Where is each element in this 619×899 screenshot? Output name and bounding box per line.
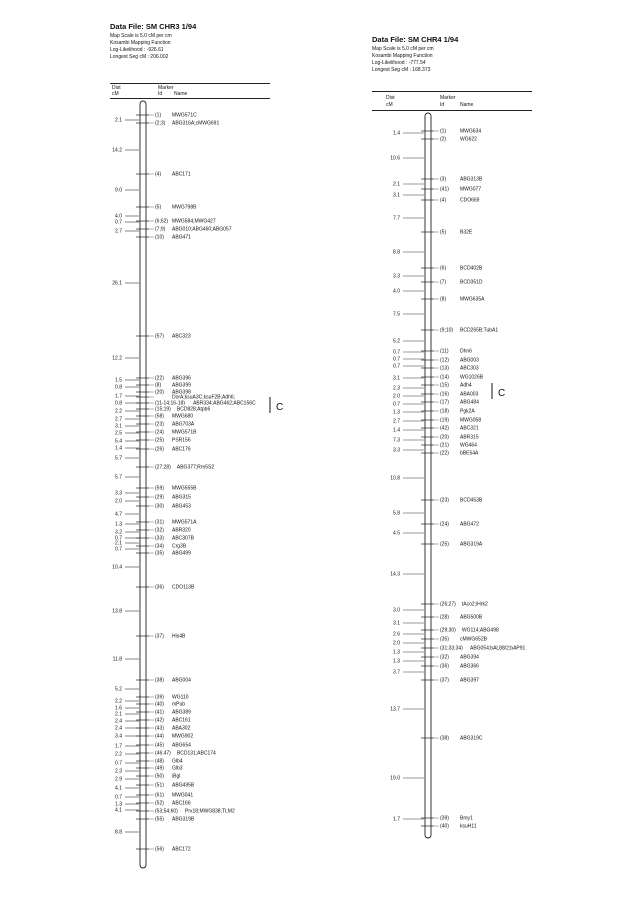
map1-marker-name: ABG010;ABG460;ABG057 bbox=[172, 226, 232, 233]
map1-marker-id: (22) bbox=[155, 375, 164, 382]
map1-distance-label: 1.7 bbox=[115, 393, 122, 400]
map1-marker-name: DorA;ksuA3C;ksuF2B;Adh6; bbox=[172, 394, 236, 401]
map2-marker-id: (15) bbox=[440, 382, 449, 389]
map1-distance-label: 2.4 bbox=[115, 718, 122, 725]
map1-distance-label: 3.3 bbox=[115, 490, 122, 497]
map2-marker-id: (23) bbox=[440, 497, 449, 504]
map2-chromosome-bar bbox=[425, 113, 431, 838]
map2-marker-name: MWG635A bbox=[460, 296, 485, 303]
map2-function: Kosambi Mapping Function bbox=[372, 53, 433, 59]
map2-distance-label: 4.0 bbox=[393, 288, 400, 295]
map1-marker-id: (33) bbox=[155, 535, 164, 542]
map2-id-header: Id bbox=[440, 102, 445, 108]
map2-marker-id: (41) bbox=[440, 186, 449, 193]
map1-marker-id: (4) bbox=[155, 171, 162, 178]
map1-marker-name: MWG902 bbox=[172, 733, 194, 740]
map2-distance-label: 2.0 bbox=[393, 393, 400, 400]
map1-marker-id: (31) bbox=[155, 519, 164, 526]
map1-marker-id: (26) bbox=[155, 446, 164, 453]
map1-marker-name: ABG315 bbox=[172, 494, 191, 501]
map2-distance-label: 13.7 bbox=[390, 706, 400, 713]
map2-distance-label: 5.2 bbox=[393, 338, 400, 345]
map2-distance-label: 7.5 bbox=[393, 311, 400, 318]
map1-distance-label: 14.2 bbox=[112, 147, 122, 154]
map1-marker-name: CDO113B bbox=[172, 584, 195, 591]
map2-marker-name: Dhn6 bbox=[460, 348, 472, 355]
map2-marker-id: (31;33;34) bbox=[440, 645, 463, 652]
map1-marker-id: (46;47) bbox=[155, 750, 171, 757]
map2-marker-id: (22) bbox=[440, 450, 449, 457]
map1-marker-id: (29) bbox=[155, 494, 164, 501]
map1-marker-name: BCD131;ABC174 bbox=[176, 750, 216, 757]
map1-marker-id: (49) bbox=[155, 765, 164, 772]
map1-distance-label: 3.4 bbox=[115, 733, 122, 740]
map2-marker-id: (14) bbox=[440, 374, 449, 381]
map1-marker-id: (45) bbox=[155, 742, 164, 749]
map1-distance-label: 1.3 bbox=[115, 801, 122, 808]
map2-marker-name: ABG397 bbox=[460, 677, 479, 684]
map1-marker-id: (11-14;16-18) bbox=[155, 400, 185, 407]
map2-marker-id: (8) bbox=[440, 296, 447, 303]
map1-marker-id: (43) bbox=[155, 725, 164, 732]
map1-longest-seg: Longest Seg cM : 206.002 bbox=[110, 54, 169, 60]
map2-distance-label: 0.7 bbox=[393, 349, 400, 356]
map1-distance-label: 0.7 bbox=[115, 794, 122, 801]
map1-marker-name: ABG389 bbox=[172, 709, 191, 716]
map2-distance-label: 1.4 bbox=[393, 427, 400, 434]
map1-marker-id: (36) bbox=[155, 584, 164, 591]
map2-marker-id: (12) bbox=[440, 357, 449, 364]
map1-distance-label: 2.3 bbox=[115, 768, 122, 775]
map2-scale: Map Scale is 5.0 cM per cm bbox=[372, 46, 434, 52]
map2-marker-id: (26;27) bbox=[440, 601, 456, 608]
map1-marker-id: (30) bbox=[155, 503, 164, 510]
map2-marker-id: (25) bbox=[440, 541, 449, 548]
map2-distance-label: 7.7 bbox=[393, 215, 400, 222]
map2-marker-id: (4) bbox=[440, 197, 447, 204]
map2-marker-name: Bmy1 bbox=[460, 815, 473, 822]
map2-distance-label: 3.3 bbox=[393, 447, 400, 454]
map1-marker-name: ABC307B bbox=[172, 535, 194, 542]
map2-marker-id: (37) bbox=[440, 677, 449, 684]
map1-marker-name: MWG798B bbox=[172, 204, 197, 211]
map1-distance-label: 0.7 bbox=[115, 535, 122, 542]
map2-marker-id: (40) bbox=[440, 823, 449, 830]
map1-marker-name: ABG453 bbox=[172, 503, 191, 510]
map1-marker-name: ABG398 bbox=[172, 389, 191, 396]
map1-marker-name: MWG680 bbox=[172, 413, 194, 420]
map1-marker-id: (59) bbox=[155, 485, 164, 492]
map1-distance-label: 5.2 bbox=[115, 686, 122, 693]
map2-marker-name: ABG054;bAL88/2;bAP91 bbox=[470, 645, 526, 652]
map2-distance-label: 1.3 bbox=[393, 658, 400, 665]
map2-marker-name: MWG634 bbox=[460, 128, 482, 135]
map2-marker-name: MWG077 bbox=[460, 186, 482, 193]
map2-marker-id: (2) bbox=[440, 136, 447, 143]
map1-marker-name: ABR334;ABG462;ABC156C bbox=[193, 400, 256, 407]
map1-marker-name: ABG377;Rrn5S2 bbox=[176, 464, 215, 471]
map1-marker-name: ABG396 bbox=[172, 375, 191, 382]
map2-distance-label: 1.7 bbox=[393, 816, 400, 823]
map2-marker-name: bBE54A bbox=[460, 450, 479, 457]
map2-marker-id: (39) bbox=[440, 815, 449, 822]
map1-distance-label: 13.8 bbox=[112, 608, 122, 615]
map2-marker-name: ABG366 bbox=[460, 663, 479, 670]
map1-marker-id: (25) bbox=[155, 437, 164, 444]
map2-distance-label: 2.6 bbox=[393, 631, 400, 638]
map2-marker-id: (5) bbox=[440, 229, 447, 236]
map2-marker-name: ABC321 bbox=[460, 425, 479, 432]
map2-marker-name: ABG319C bbox=[460, 735, 483, 742]
map1-marker-id: (52) bbox=[155, 800, 164, 807]
map1-marker-id: (58) bbox=[155, 413, 164, 420]
map2-distance-label: 3.3 bbox=[393, 273, 400, 280]
map2-marker-name: ABG472 bbox=[460, 521, 479, 528]
map1-distance-label: 2.7 bbox=[115, 228, 122, 235]
map1-distance-label: 2.2 bbox=[115, 698, 122, 705]
map2-dist-header: Dist bbox=[386, 95, 395, 101]
map1-marker-id: (1) bbox=[155, 112, 162, 119]
map2-marker-id: (11) bbox=[440, 348, 449, 355]
map2-marker-name: ABR315 bbox=[460, 434, 479, 441]
map1-marker-id: (41) bbox=[155, 709, 164, 716]
map2-marker-name: BCD265B;TubA1 bbox=[460, 327, 499, 334]
map1-distance-label: 4.7 bbox=[115, 511, 122, 518]
map1-marker-id: (57) bbox=[155, 333, 164, 340]
map1-dist-header: Dist bbox=[112, 85, 121, 91]
map2-distance-label: 4.5 bbox=[393, 530, 400, 537]
map1-marker-name: ABG499 bbox=[172, 550, 191, 557]
map1-marker-name: ABA302 bbox=[172, 725, 191, 732]
map1-marker-name: MWG555B bbox=[172, 485, 197, 492]
map1-marker-name: mPub bbox=[172, 701, 186, 708]
map1-marker-id: (23) bbox=[155, 421, 164, 428]
map2-marker-id: (20) bbox=[440, 434, 449, 441]
map1-distance-label: 2.1 bbox=[115, 540, 122, 547]
map2-marker-id: (32) bbox=[440, 654, 449, 661]
map2-marker-id: (35) bbox=[440, 636, 449, 643]
map2-marker-name: BCD453B bbox=[460, 497, 483, 504]
map2-marker-name: ABG394 bbox=[460, 654, 479, 661]
map1-marker-header: Marker bbox=[158, 85, 174, 91]
map2-marker-name: WG1026B bbox=[460, 374, 484, 381]
map2-marker-name: ksuH11 bbox=[460, 823, 477, 830]
map2-marker-name: ABA003 bbox=[460, 391, 479, 398]
map1-distance-label: 8.8 bbox=[115, 829, 122, 836]
map2-distance-label: 3.1 bbox=[393, 192, 400, 199]
map1-marker-name: ABG316A;cMWG691 bbox=[172, 120, 220, 127]
map1-marker-id: (20) bbox=[155, 389, 164, 396]
map1-distance-label: 2.5 bbox=[115, 430, 122, 437]
map2-distance-label: 2.7 bbox=[393, 418, 400, 425]
map1-marker-id: (50) bbox=[155, 773, 164, 780]
map1-distance-label: 1.6 bbox=[115, 705, 122, 712]
map1-distance-label: 5.4 bbox=[115, 438, 122, 445]
map1-marker-name: ABC172 bbox=[172, 846, 191, 853]
map1-marker-id: (53;54;60) bbox=[155, 808, 178, 815]
map2-marker-id: (1) bbox=[440, 128, 447, 135]
map2-distance-label: 2.0 bbox=[393, 640, 400, 647]
map1-marker-name: ABC161 bbox=[172, 717, 191, 724]
map2-marker-name: ABG500B bbox=[460, 614, 483, 621]
map1-marker-name: MWG584;MWG427 bbox=[172, 218, 216, 225]
map1-marker-name: ABR320 bbox=[172, 527, 191, 534]
map2-distance-label: 14.3 bbox=[390, 571, 400, 578]
map2-marker-id: (24) bbox=[440, 521, 449, 528]
map1-marker-id: (32) bbox=[155, 527, 164, 534]
map1-marker-name: His4B bbox=[172, 633, 186, 640]
map1-distance-label: 2.1 bbox=[115, 711, 122, 718]
map1-marker-name: MWG041 bbox=[172, 792, 194, 799]
map2-distance-label: 1.4 bbox=[393, 130, 400, 137]
map1-marker-id: (39) bbox=[155, 694, 164, 701]
map1-annotation-label: C bbox=[276, 402, 284, 413]
map2-distance-label: 10.6 bbox=[390, 155, 400, 162]
map1-marker-id: (44) bbox=[155, 733, 164, 740]
map1-distance-label: 9.0 bbox=[115, 187, 122, 194]
map2-marker-name: tAco2;iHrk2 bbox=[461, 601, 488, 608]
map1-marker-name: ABC166 bbox=[172, 800, 191, 807]
map1-marker-name: Glb4 bbox=[172, 758, 183, 765]
map1-distance-label: 3.2 bbox=[115, 529, 122, 536]
map2-marker-id: (29;30) bbox=[440, 627, 456, 634]
map1-marker-id: (8) bbox=[155, 382, 162, 389]
map1-distance-label: 1.3 bbox=[115, 521, 122, 528]
map1-marker-id: (38) bbox=[155, 677, 164, 684]
map1-marker-name: ABC171 bbox=[172, 171, 191, 178]
map2-marker-id: (19) bbox=[440, 417, 449, 424]
map1-distance-label: 2.0 bbox=[115, 498, 122, 505]
map2-marker-id: (16) bbox=[440, 391, 449, 398]
map1-distance-label: 4.1 bbox=[115, 807, 122, 814]
map2-distance-label: 0.7 bbox=[393, 363, 400, 370]
map2-name-header: Name bbox=[460, 102, 474, 108]
map1-marker-id: (55) bbox=[155, 816, 164, 823]
map1-distance-label: 2.2 bbox=[115, 408, 122, 415]
map1-marker-id: (40) bbox=[155, 701, 164, 708]
map2-distance-label: 3.1 bbox=[393, 620, 400, 627]
map1-marker-id: (10) bbox=[155, 234, 164, 241]
map1-dist-unit: cM bbox=[112, 91, 119, 97]
map1-marker-name: WG110 bbox=[172, 694, 189, 701]
map2-marker-id: (28) bbox=[440, 614, 449, 621]
map1-marker-id: (37) bbox=[155, 633, 164, 640]
map2-marker-name: cMWG652B bbox=[460, 636, 487, 643]
map1-marker-name: Crg3B bbox=[172, 543, 187, 550]
map1-distance-label: 1.5 bbox=[115, 377, 122, 384]
map2-distance-label: 0.7 bbox=[393, 401, 400, 408]
map1-marker-id: (24) bbox=[155, 429, 164, 436]
map2-distance-label: 8.8 bbox=[393, 249, 400, 256]
map1-marker-name: ABC323 bbox=[172, 333, 191, 340]
map1-distance-label: 26.1 bbox=[112, 280, 122, 287]
map2-loglikelihood: Log-Likelihood : -777.54 bbox=[372, 60, 426, 66]
map1-distance-label: 5.7 bbox=[115, 455, 122, 462]
map1-marker-name: ABG004 bbox=[172, 677, 191, 684]
map1-marker-id: (61) bbox=[155, 792, 164, 799]
map1-distance-label: 0.7 bbox=[115, 546, 122, 553]
map2-distance-label: 2.1 bbox=[393, 181, 400, 188]
map1-loglikelihood: Log-Likelihood : -926.61 bbox=[110, 47, 164, 53]
map2-marker-name: ABG319A bbox=[460, 541, 483, 548]
map1-distance-label: 0.7 bbox=[115, 219, 122, 226]
map1-marker-name: ABG703A bbox=[172, 421, 195, 428]
map2-marker-name: BCD402B bbox=[460, 265, 483, 272]
map2-marker-name: B32E bbox=[460, 229, 473, 236]
map1-distance-label: 2.7 bbox=[115, 416, 122, 423]
map1-marker-id: (5) bbox=[155, 204, 162, 211]
map1-marker-id: (56) bbox=[155, 846, 164, 853]
map1-marker-id: (6;62) bbox=[155, 218, 169, 225]
map2-marker-name: CDO669 bbox=[460, 197, 480, 204]
map1-marker-id: (34) bbox=[155, 543, 164, 550]
map1-distance-label: 12.2 bbox=[112, 355, 122, 362]
map2-marker-id: (36) bbox=[440, 663, 449, 670]
map1-marker-name: iBgl bbox=[172, 773, 181, 780]
map1-distance-label: 3.1 bbox=[115, 423, 122, 430]
map1-scale: Map Scale is 5.0 cM per cm bbox=[110, 33, 172, 39]
map2-distance-label: 3.0 bbox=[393, 607, 400, 614]
map1-marker-id: (48) bbox=[155, 758, 164, 765]
map2-distance-label: 2.3 bbox=[393, 385, 400, 392]
map1-marker-name: ABG495B bbox=[172, 782, 195, 789]
map1-title: Data File: SM CHR3 1/94 bbox=[110, 22, 197, 31]
map2-distance-label: 7.3 bbox=[393, 437, 400, 444]
map1-marker-name: ABG654 bbox=[172, 742, 191, 749]
map2-marker-name: Adh4 bbox=[460, 382, 472, 389]
map2-marker-name: ABG484 bbox=[460, 399, 479, 406]
map1-distance-label: 1.4 bbox=[115, 445, 122, 452]
map1-distance-label: 0.8 bbox=[115, 400, 122, 407]
map1-distance-label: 0.7 bbox=[115, 760, 122, 767]
map1-distance-label: 1.7 bbox=[115, 743, 122, 750]
map2-marker-id: (18) bbox=[440, 408, 449, 415]
map1-distance-label: 2.4 bbox=[115, 725, 122, 732]
map2-marker-name: ABC303 bbox=[460, 365, 479, 372]
map1-distance-label: 2.9 bbox=[115, 776, 122, 783]
map1-marker-name: PSR156 bbox=[172, 437, 191, 444]
map2-marker-id: (9;10) bbox=[440, 327, 454, 334]
map1-marker-id: (27;28) bbox=[155, 464, 171, 471]
map2-distance-label: 19.0 bbox=[390, 775, 400, 782]
map2-marker-name: ABG003 bbox=[460, 357, 479, 364]
map2-distance-label: 3.1 bbox=[393, 375, 400, 382]
map2-marker-header: Marker bbox=[440, 95, 456, 101]
map1-name-header: Name bbox=[174, 91, 188, 97]
map1-marker-id: (35) bbox=[155, 550, 164, 557]
map1-marker-name: ABG471 bbox=[172, 234, 191, 241]
map1-marker-name: ABG319B bbox=[172, 816, 195, 823]
map1-marker-id: (42) bbox=[155, 717, 164, 724]
map2-marker-name: ABG313B bbox=[460, 176, 483, 183]
map1-distance-label: 4.1 bbox=[115, 785, 122, 792]
map1-distance-label: 5.7 bbox=[115, 474, 122, 481]
map2-marker-id: (3) bbox=[440, 176, 447, 183]
map1-marker-id: (15;19) bbox=[155, 406, 171, 413]
map2-distance-label: 5.8 bbox=[393, 510, 400, 517]
map1-marker-name: ABG399 bbox=[172, 382, 191, 389]
map2-distance-label: 3.7 bbox=[393, 669, 400, 676]
map1-marker-name: BCD828;Atpb6 bbox=[176, 406, 211, 413]
map1-id-header: Id bbox=[158, 91, 163, 97]
map2-marker-id: (7) bbox=[440, 279, 447, 286]
map1-marker-name: MWG571B bbox=[172, 429, 197, 436]
map2-marker-name: MWG058 bbox=[460, 417, 482, 424]
map2-dist-unit: cM bbox=[386, 102, 393, 108]
map1-distance-label: 11.8 bbox=[112, 656, 122, 663]
map2-marker-name: Pgk2A bbox=[460, 408, 475, 415]
map1-marker-name: Prx18;MWG838;TLM2 bbox=[185, 808, 235, 815]
map2-marker-id: (21) bbox=[440, 442, 449, 449]
map1-marker-name: MWG571A bbox=[172, 519, 197, 526]
map1-distance-label: 10.4 bbox=[112, 564, 122, 571]
map2-marker-name: WG464 bbox=[460, 442, 477, 449]
map2-marker-name: BCD351D bbox=[460, 279, 483, 286]
map1-marker-name: MWG571C bbox=[172, 112, 197, 119]
map2-marker-id: (38) bbox=[440, 735, 449, 742]
map2-distance-label: 1.3 bbox=[393, 649, 400, 656]
map2-marker-name: WG114;ABG498 bbox=[461, 627, 499, 634]
map1-marker-id: (51) bbox=[155, 782, 164, 789]
map2-marker-id: (6) bbox=[440, 265, 447, 272]
map1-function: Kosambi Mapping Function bbox=[110, 40, 171, 46]
map2-marker-id: (17) bbox=[440, 399, 449, 406]
map2-distance-label: 1.3 bbox=[393, 409, 400, 416]
map1-distance-label: 4.0 bbox=[115, 213, 122, 220]
map1-marker-id: (7;9) bbox=[155, 226, 166, 233]
map1-marker-id: (2;3) bbox=[155, 120, 166, 127]
map2-marker-id: (42) bbox=[440, 425, 449, 432]
map2-longest-seg: Longest Seg cM : 168.373 bbox=[372, 67, 431, 73]
map1-marker-name: ABC176 bbox=[172, 446, 191, 453]
map2-marker-id: (13) bbox=[440, 365, 449, 372]
map1-distance-label: 2.2 bbox=[115, 751, 122, 758]
map1-distance-label: 0.8 bbox=[115, 384, 122, 391]
map1-marker-name: Glb3 bbox=[172, 765, 183, 772]
map2-marker-name: WG622 bbox=[460, 136, 477, 143]
map1-distance-label: 2.1 bbox=[115, 117, 122, 124]
map2-annotation-label: C bbox=[498, 388, 506, 399]
map2-distance-label: 10.8 bbox=[390, 475, 400, 482]
map2-distance-label: 0.7 bbox=[393, 356, 400, 363]
map2-title: Data File: SM CHR4 1/94 bbox=[372, 35, 459, 44]
